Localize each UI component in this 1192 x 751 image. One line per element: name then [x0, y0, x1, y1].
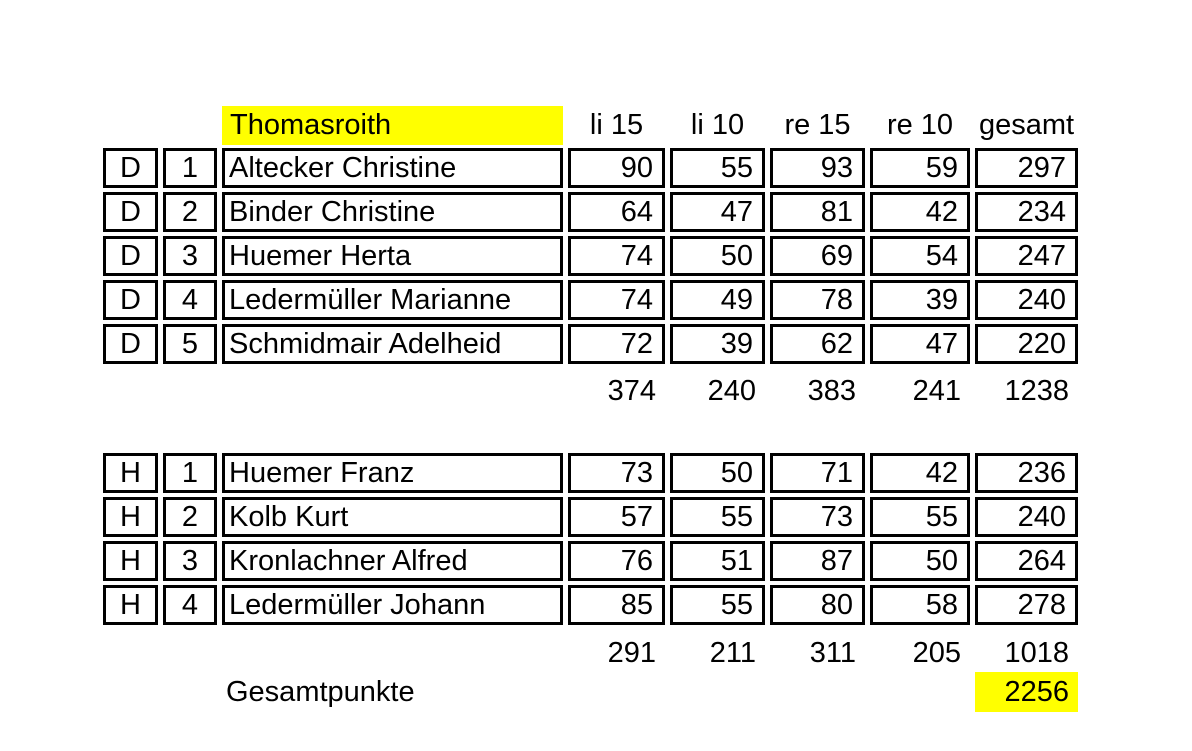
score-col-header-li10: li 10 [690, 109, 745, 141]
player-name-cell: Binder Christine [222, 192, 563, 232]
grand-total-cell: 2256 [975, 672, 1078, 712]
rank-cell: 1 [163, 453, 217, 493]
player-name-cell: Schmidmair Adelheid [222, 324, 563, 364]
score-cell-li15: 74 [568, 280, 665, 320]
spacer-cell [163, 372, 217, 410]
total-cell-li15: 374 [607, 374, 656, 407]
total-cell-re15: 383 [807, 374, 856, 407]
score-cell-re15: 93 [770, 148, 865, 188]
total-cell-re10: 241 [912, 374, 961, 407]
player-row [103, 497, 1078, 537]
score-cell-li15: 90 [568, 148, 665, 188]
score-cell-li15: 64 [568, 192, 665, 232]
header-row [103, 106, 1078, 145]
score-cell-re10: 54 [870, 236, 970, 276]
player-row [103, 236, 1078, 276]
score-col-header-li15: li 15 [589, 109, 644, 141]
score-cell-li10: 55 [670, 585, 765, 625]
group-cell: H [103, 453, 158, 493]
score-cell-re15: 69 [770, 236, 865, 276]
group-cell: H [103, 541, 158, 581]
total-cell-gesamt: 1018 [1004, 636, 1069, 669]
team-name: Thomasroith [230, 109, 392, 141]
total-cell-re15: 311 [809, 636, 856, 669]
spacer-cell [870, 672, 970, 712]
team-name-cell [222, 106, 563, 145]
score-cell-gesamt: 264 [975, 541, 1078, 581]
score-cell-gesamt: 240 [975, 497, 1078, 537]
score-cell-gesamt: 278 [975, 585, 1078, 625]
spacer-cell [103, 635, 158, 671]
grand-total-label: Gesamtpunkte [226, 675, 415, 708]
score-cell-gesamt: 234 [975, 192, 1078, 232]
player-row [103, 192, 1078, 232]
score-cell-re15: 87 [770, 541, 865, 581]
score-cell-re10: 59 [870, 148, 970, 188]
total-cell-li10: 240 [707, 374, 756, 407]
score-cell-li10: 55 [670, 148, 765, 188]
total-cell-li10: 211 [709, 636, 756, 669]
score-cell-li10: 50 [670, 453, 765, 493]
player-row [103, 280, 1078, 320]
score-cell-gesamt: 220 [975, 324, 1078, 364]
rank-cell: 3 [163, 236, 217, 276]
spacer-cell [222, 372, 563, 410]
spacer-cell [222, 635, 563, 671]
rank-cell: 1 [163, 148, 217, 188]
grand-total-row [103, 672, 1078, 712]
score-cell-re15: 62 [770, 324, 865, 364]
group-cell: D [103, 148, 158, 188]
player-name-cell: Kolb Kurt [222, 497, 563, 537]
player-name-cell: Ledermüller Marianne [222, 280, 563, 320]
score-cell-re15: 73 [770, 497, 865, 537]
spacer-cell [770, 672, 865, 712]
total-cell-li15: 291 [607, 636, 656, 669]
group-cell: D [103, 324, 158, 364]
player-row [103, 148, 1078, 188]
score-cell-re10: 47 [870, 324, 970, 364]
player-name-cell: Huemer Herta [222, 236, 563, 276]
player-row [103, 585, 1078, 625]
score-col-header-gesamt: gesamt [978, 109, 1075, 141]
score-cell-re15: 78 [770, 280, 865, 320]
rank-cell: 2 [163, 497, 217, 537]
score-cell-re10: 55 [870, 497, 970, 537]
score-cell-gesamt: 247 [975, 236, 1078, 276]
group-d-totals-row [103, 372, 1078, 410]
player-row [103, 453, 1078, 493]
score-cell-re15: 80 [770, 585, 865, 625]
score-col-header-re15: re 15 [784, 109, 851, 141]
score-cell-li15: 72 [568, 324, 665, 364]
rank-cell: 5 [163, 324, 217, 364]
score-cell-li10: 49 [670, 280, 765, 320]
group-cell: D [103, 192, 158, 232]
player-row [103, 541, 1078, 581]
score-cell-gesamt: 297 [975, 148, 1078, 188]
score-cell-li10: 50 [670, 236, 765, 276]
spacer-cell [103, 372, 158, 410]
spacer-cell [163, 106, 217, 145]
group-cell: H [103, 497, 158, 537]
group-cell: H [103, 585, 158, 625]
player-name-cell: Ledermüller Johann [222, 585, 563, 625]
score-cell-re10: 42 [870, 453, 970, 493]
score-cell-re15: 71 [770, 453, 865, 493]
player-row [103, 324, 1078, 364]
score-cell-li10: 55 [670, 497, 765, 537]
spacer-cell [103, 672, 158, 712]
spacer-cell [568, 672, 665, 712]
spacer-cell [163, 672, 217, 712]
score-cell-li15: 73 [568, 453, 665, 493]
score-cell-re10: 39 [870, 280, 970, 320]
total-cell-gesamt: 1238 [1004, 374, 1069, 407]
rank-cell: 2 [163, 192, 217, 232]
score-cell-li15: 74 [568, 236, 665, 276]
score-sheet [103, 106, 1078, 712]
score-col-header-re10: re 10 [886, 109, 954, 141]
score-cell-li10: 39 [670, 324, 765, 364]
score-cell-re10: 50 [870, 541, 970, 581]
rank-cell: 4 [163, 280, 217, 320]
rank-cell: 3 [163, 541, 217, 581]
group-h-totals-row [103, 635, 1078, 671]
spacer-cell [163, 635, 217, 671]
player-name-cell: Huemer Franz [222, 453, 563, 493]
total-cell-re10: 205 [912, 636, 961, 669]
score-cell-li10: 47 [670, 192, 765, 232]
score-cell-re10: 42 [870, 192, 970, 232]
group-cell: D [103, 280, 158, 320]
rank-cell: 4 [163, 585, 217, 625]
score-cell-li15: 85 [568, 585, 665, 625]
score-cell-li15: 76 [568, 541, 665, 581]
spacer-cell [103, 106, 158, 145]
player-name-cell: Altecker Christine [222, 148, 563, 188]
score-cell-gesamt: 236 [975, 453, 1078, 493]
spacer-cell [670, 672, 765, 712]
score-cell-li10: 51 [670, 541, 765, 581]
group-cell: D [103, 236, 158, 276]
score-cell-re15: 81 [770, 192, 865, 232]
score-cell-li15: 57 [568, 497, 665, 537]
score-cell-re10: 58 [870, 585, 970, 625]
player-name-cell: Kronlachner Alfred [222, 541, 563, 581]
score-cell-gesamt: 240 [975, 280, 1078, 320]
